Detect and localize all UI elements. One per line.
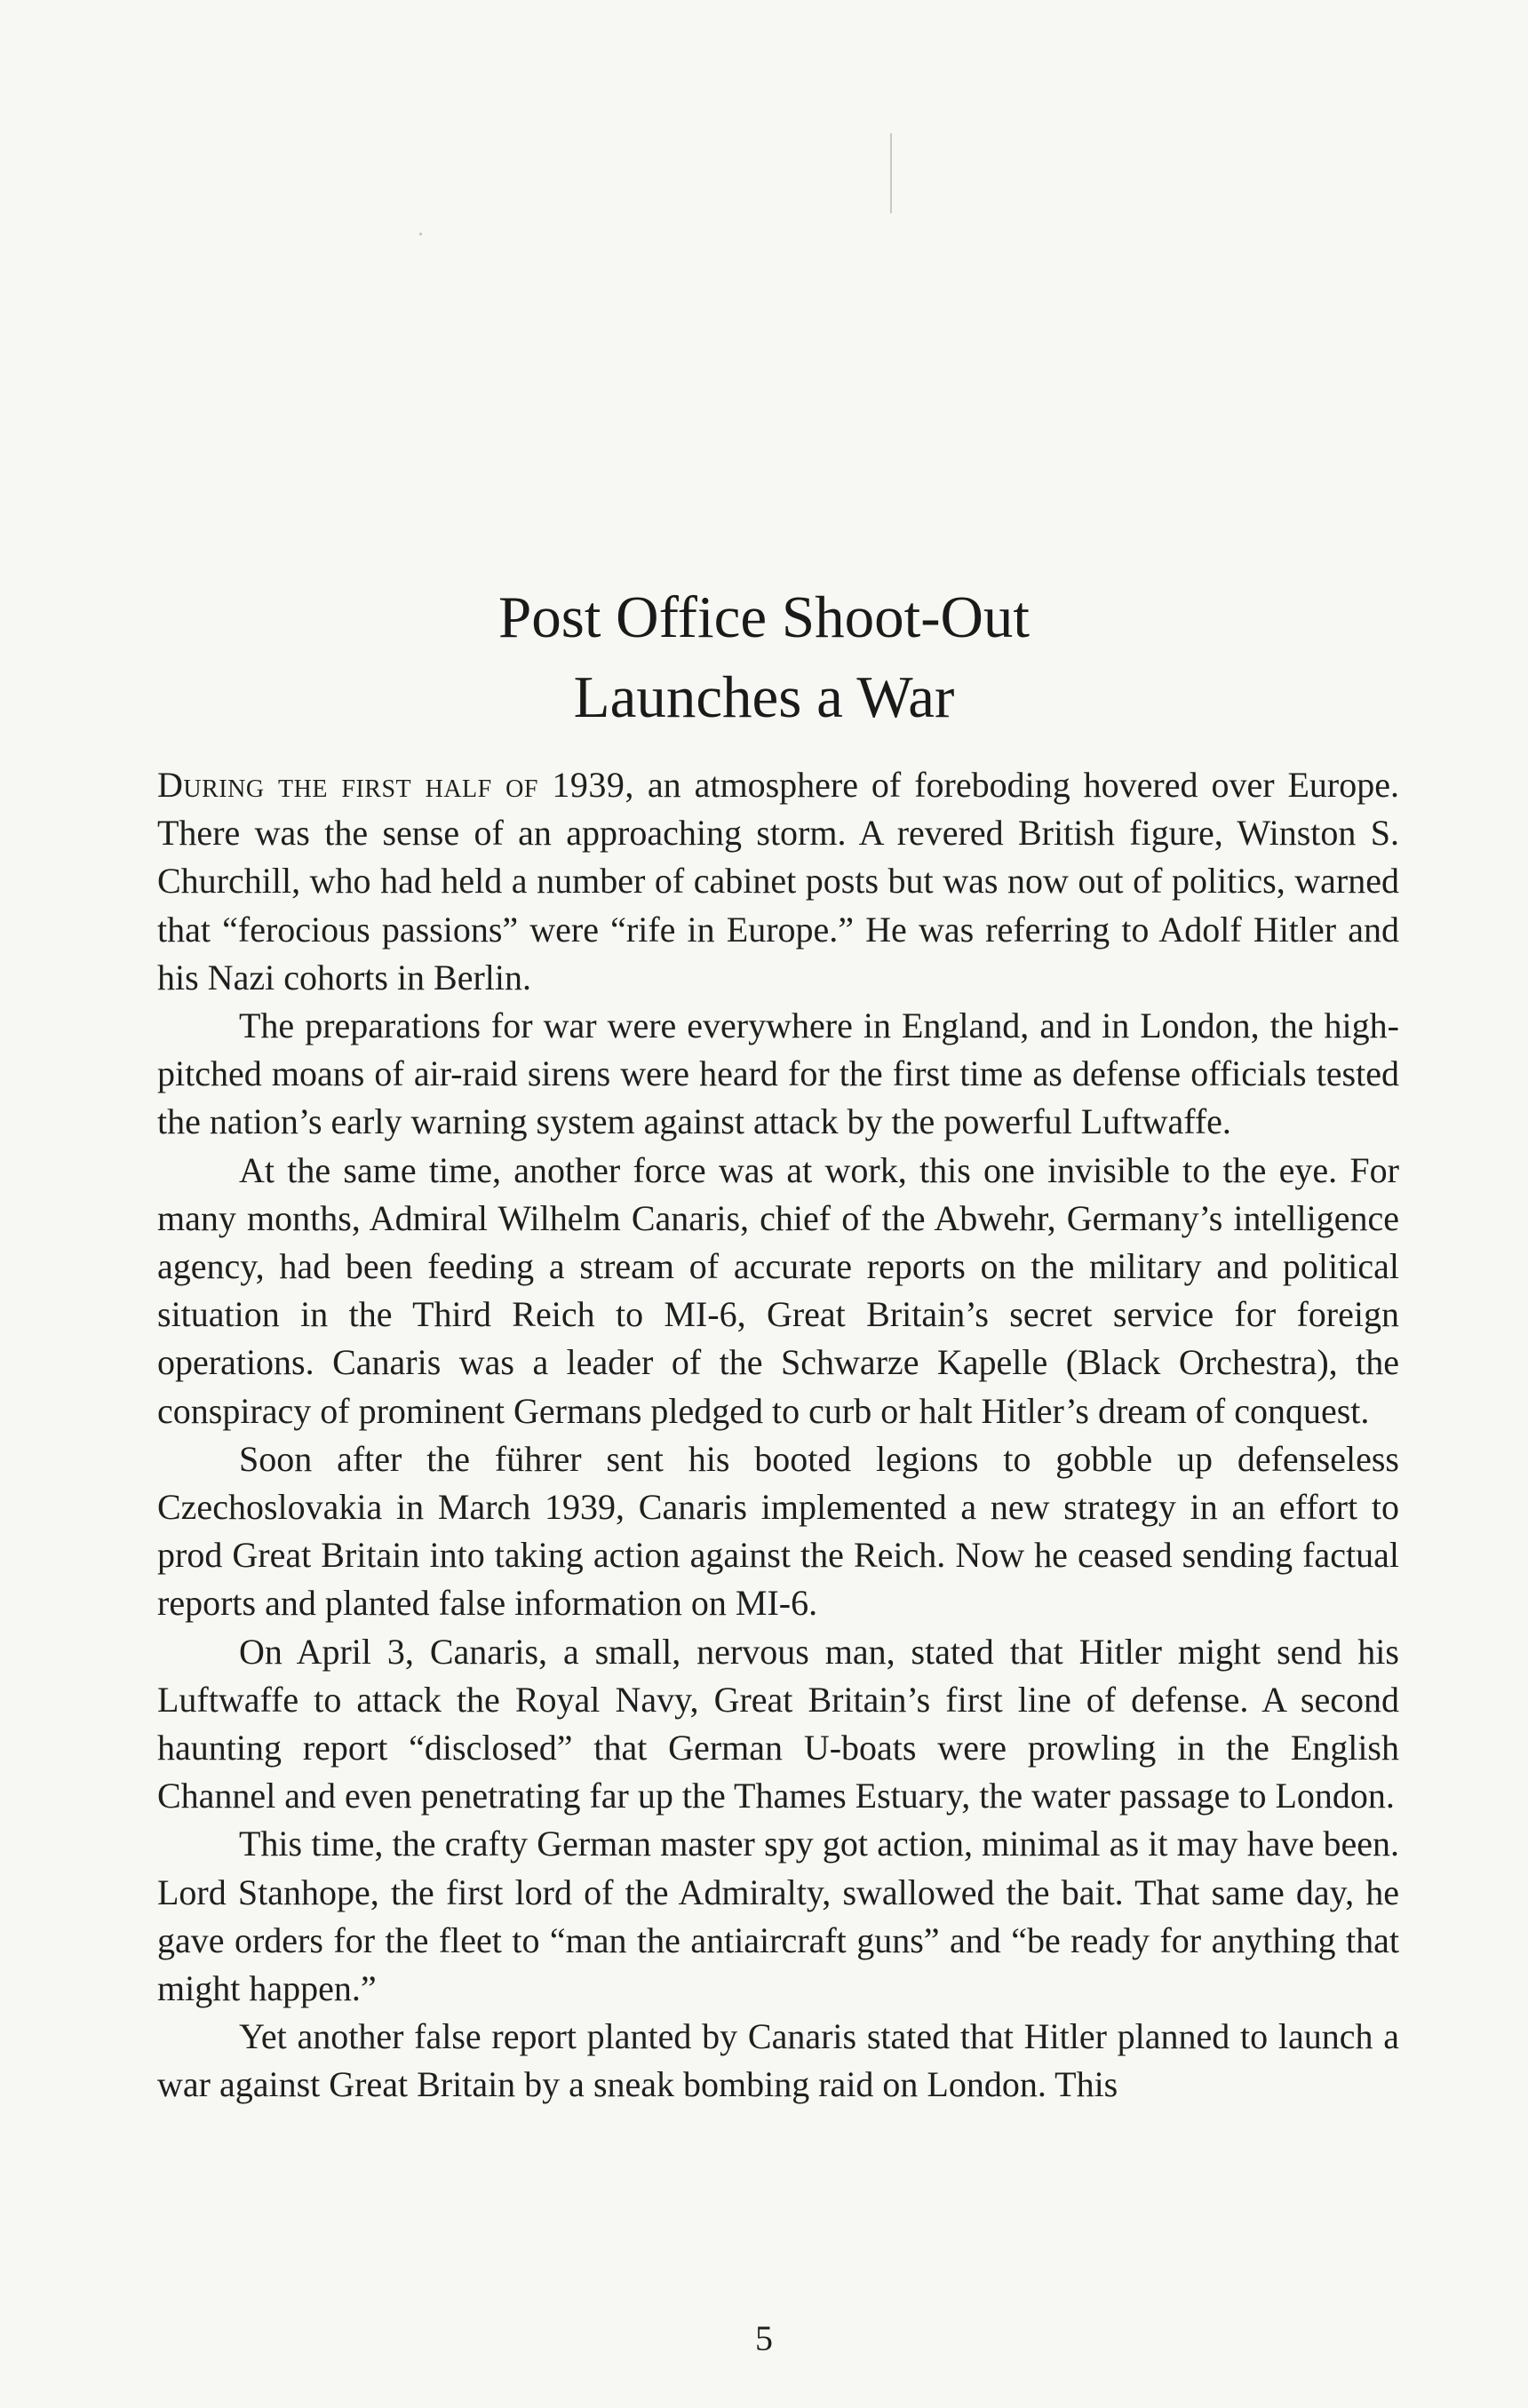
lead-in: During the first half of 1939,: [157, 765, 634, 805]
paragraph-4: Soon after the führer sent his booted legions to gobble up defenseless Czechoslovakia in March 1939, Canaris implemented a new strategy in an effort to prod Great Britain into taking action against the Reich. Now he ceased sending factual reports and planted false information on MI-6.: [157, 1438, 1399, 1624]
paragraph-1: [157, 761, 1399, 1002]
page-number: 5: [755, 2318, 773, 2358]
paragraph-6: This time, the crafty German master spy got action, minimal as it may have been. Lord Stanhope, the first lord of the Admiralty, swallowed the bait. That same day, he gave orders for the fleet to “man the antiaircraft guns” and “be ready for anything that might happen.”: [157, 1824, 1399, 2009]
paragraph-1-text: an atmosphere of foreboding hovered over Europe. There was the sense of an approaching storm. A revered British figure, Winston S. Churchill, who had held a number of cabinet posts but was now out of politics, warned that “ferocious passions” were “rife in Europe.” He was referring to Adolf Hitler and his Nazi cohorts in Berlin.: [157, 765, 1399, 997]
chapter-title-line-1: Post Office Shoot-Out: [497, 584, 1031, 650]
body-text: [157, 761, 1399, 2110]
paragraph-5: On April 3, Canaris, a small, nervous man, stated that Hitler might send his Luftwaffe to attack the Royal Navy, Great Britain’s first line of defense. A second haunting report “disclosed” that German U-boats were prowling in the English Channel and even penetrating far up the Thames Estuary, the water passage to London.: [157, 1631, 1399, 1816]
paragraph-7: Yet another false report planted by Canaris stated that Hitler planned to launch a war against Great Britain by a sneak bombing raid on London. This: [157, 2016, 1399, 2105]
chapter-title-line-2: Launches a War: [573, 664, 955, 730]
chapter-title: [0, 577, 1528, 737]
scan-mark: [419, 233, 422, 235]
paragraph-3: At the same time, another force was at work, this one invisible to the eye. For many months, Admiral Wilhelm Canaris, chief of the Abwehr, Germany’s intelligence agency, had been feeding a stream of accurate reports on the military and political situation in the Third Reich to MI-6, Great Britain’s secret service for foreign operations. Canaris was a leader of the Schwarze Kapelle (Black Orchestra), the conspiracy of prominent Germans pledged to curb or halt Hitler’s dream of conquest.: [157, 1149, 1399, 1431]
paragraph-2: The preparations for war were everywhere in England, and in London, the high-pitched moans of air-raid sirens were heard for the first time as defense officials tested the nation’s early warning system against attack by the powerful Luftwaffe.: [157, 1005, 1399, 1142]
scan-mark: [890, 133, 892, 213]
